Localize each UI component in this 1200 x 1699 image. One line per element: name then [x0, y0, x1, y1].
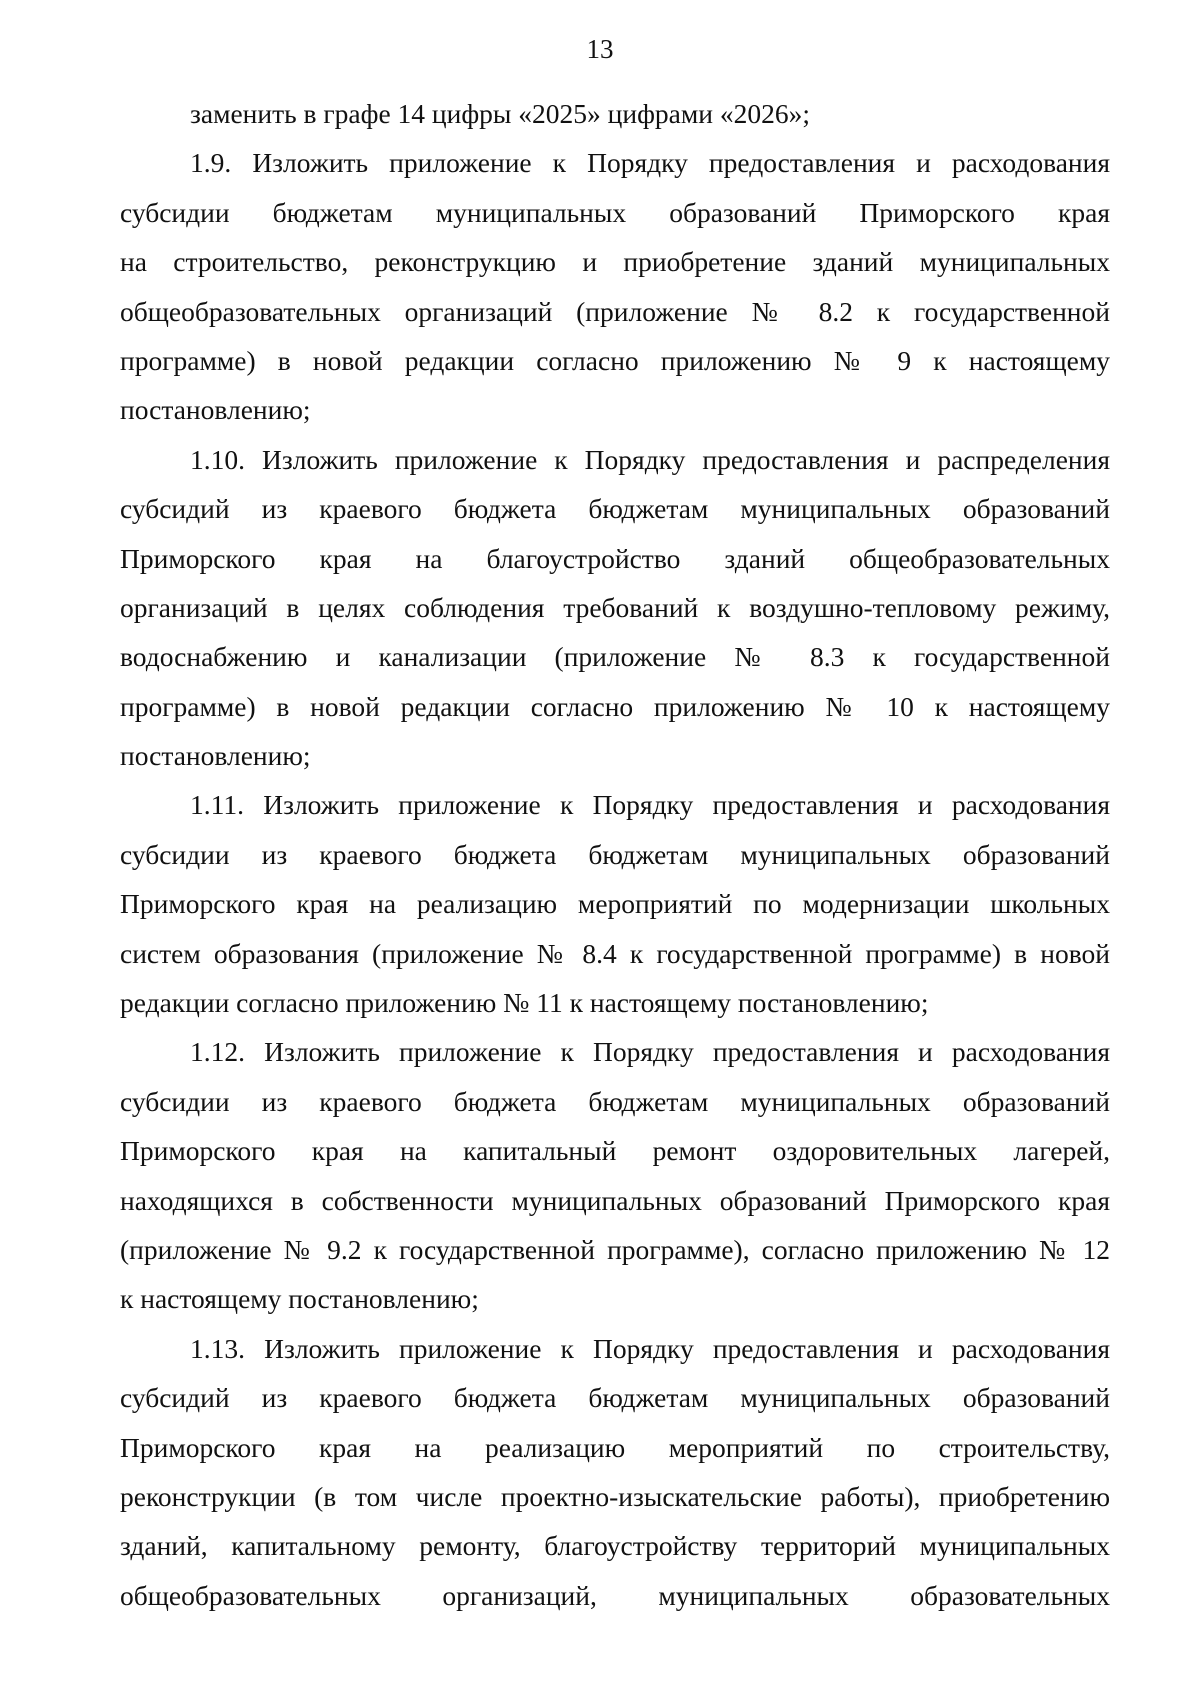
text-line: субсидии бюджетам муниципальных образований Приморского края	[120, 196, 1110, 228]
text-line: систем образования (приложение № 8.4 к государственной программе) в новой	[120, 937, 1110, 969]
text-line: Приморского края на реализацию мероприятий по строительству,	[120, 1431, 1110, 1463]
text-line: редакции согласно приложению № 11 к настоящему постановлению;	[120, 987, 929, 1019]
page-number: 13	[586, 34, 614, 64]
text-line: субсидии из краевого бюджета бюджетам муниципальных образований	[120, 838, 1110, 870]
text-line: заменить в графе 14 цифры «2025» цифрами «2026»;	[190, 98, 810, 129]
text-line: 1.12. Изложить приложение к Порядку предоставления и расходования	[190, 1036, 1110, 1068]
text-line: Приморского края на реализацию мероприятий по модернизации школьных	[120, 888, 1110, 920]
text-line: программе) в новой редакции согласно приложению № 9 к настоящему	[120, 344, 1110, 376]
text-line: программе) в новой редакции согласно приложению № 10 к настоящему	[120, 690, 1110, 722]
document-body	[120, 89, 1110, 1620]
text-line: постановлению;	[120, 740, 311, 772]
text-line: постановлению;	[120, 394, 311, 426]
text-line: общеобразовательных организаций (приложение № 8.2 к государственной	[120, 295, 1110, 327]
text-line: общеобразовательных организаций, муниципальных образовательных	[120, 1579, 1110, 1611]
paragraph	[120, 89, 1110, 138]
paragraph	[120, 435, 1110, 781]
paragraph	[120, 780, 1110, 1027]
text-line: на строительство, реконструкцию и приобретение зданий муниципальных	[120, 246, 1110, 278]
paragraph	[120, 138, 1110, 434]
text-line: субсидий из краевого бюджета бюджетам муниципальных образований	[120, 1382, 1110, 1414]
text-line: Приморского края на капитальный ремонт оздоровительных лагерей,	[120, 1135, 1110, 1167]
text-line: (приложение № 9.2 к государственной программе), согласно приложению № 12	[120, 1233, 1110, 1265]
text-line: 1.9. Изложить приложение к Порядку предоставления и расходования	[190, 147, 1110, 179]
paragraph	[120, 1027, 1110, 1323]
text-line: реконструкции (в том числе проектно-изыскательские работы), приобретению	[120, 1480, 1110, 1512]
text-line: 1.11. Изложить приложение к Порядку предоставления и расходования	[190, 789, 1110, 821]
text-line: к настоящему постановлению;	[120, 1283, 479, 1315]
text-line: субсидий из краевого бюджета бюджетам муниципальных образований	[120, 493, 1110, 525]
text-line: 1.10. Изложить приложение к Порядку предоставления и распределения	[190, 443, 1110, 475]
text-line: Приморского края на благоустройство зданий общеобразовательных	[120, 542, 1110, 574]
text-line: водоснабжению и канализации (приложение № 8.3 к государственной	[120, 641, 1110, 673]
text-line: 1.13. Изложить приложение к Порядку предоставления и расходования	[190, 1332, 1110, 1364]
text-line: организаций в целях соблюдения требований к воздушно-тепловому режиму,	[120, 591, 1110, 623]
text-line: находящихся в собственности муниципальных образований Приморского края	[120, 1184, 1110, 1216]
text-line: субсидии из краевого бюджета бюджетам муниципальных образований	[120, 1085, 1110, 1117]
paragraph	[120, 1324, 1110, 1620]
text-line: зданий, капитальному ремонту, благоустройству территорий муниципальных	[120, 1530, 1110, 1562]
